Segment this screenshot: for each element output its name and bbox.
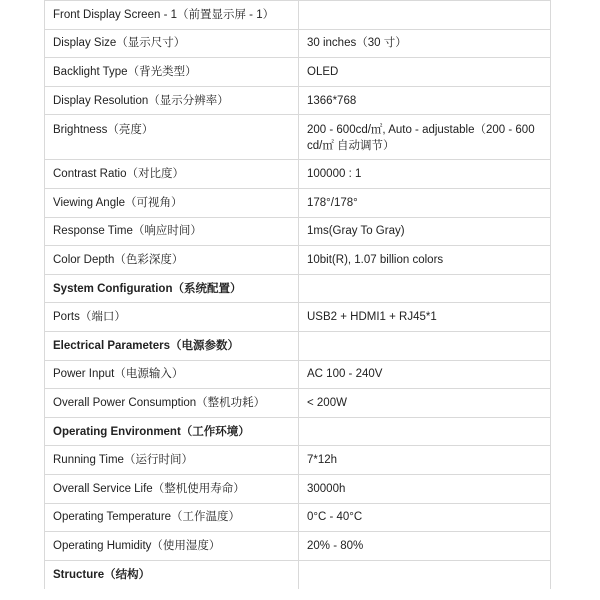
spec-value [299, 417, 551, 446]
spec-value: < 200W [299, 389, 551, 418]
spec-value: 7*12h [299, 446, 551, 475]
table-row [45, 86, 551, 115]
section-title: Structure（结构） [45, 560, 299, 589]
table-row [45, 532, 551, 561]
section-title: Electrical Parameters（电源参数） [45, 331, 299, 360]
spec-label: Overall Power Consumption（整机功耗） [45, 389, 299, 418]
spec-value: AC 100 - 240V [299, 360, 551, 389]
spec-label: Color Depth（色彩深度） [45, 246, 299, 275]
table-row [45, 58, 551, 87]
spec-value: 1366*768 [299, 86, 551, 115]
spec-label: Power Input（电源输入） [45, 360, 299, 389]
table-row [45, 115, 551, 160]
table-row [45, 217, 551, 246]
table-row [45, 446, 551, 475]
spec-value: 30 inches（30 寸） [299, 29, 551, 58]
spec-value [299, 1, 551, 30]
spec-table [44, 0, 551, 589]
spec-value: 1ms(Gray To Gray) [299, 217, 551, 246]
section-header-row [45, 560, 551, 589]
spec-value: 10bit(R), 1.07 billion colors [299, 246, 551, 275]
section-title: Operating Environment（工作环境） [45, 417, 299, 446]
section-header-row [45, 417, 551, 446]
spec-value: 100000 : 1 [299, 160, 551, 189]
spec-value: USB2 + HDMI1 + RJ45*1 [299, 303, 551, 332]
spec-label: Overall Service Life（整机使用寿命） [45, 474, 299, 503]
spec-label: Brightness（亮度） [45, 115, 299, 160]
spec-value [299, 560, 551, 589]
table-row [45, 389, 551, 418]
spec-value: OLED [299, 58, 551, 87]
spec-label: Front Display Screen - 1（前置显示屏 - 1） [45, 1, 299, 30]
spec-value: 30000h [299, 474, 551, 503]
spec-label: Operating Temperature（工作温度） [45, 503, 299, 532]
spec-value: 0°C - 40°C [299, 503, 551, 532]
section-header-row [45, 331, 551, 360]
table-row [45, 1, 551, 30]
spec-label: Response Time（响应时间） [45, 217, 299, 246]
section-title: System Configuration（系统配置） [45, 274, 299, 303]
spec-label: Running Time（运行时间） [45, 446, 299, 475]
spec-label: Viewing Angle（可视角） [45, 188, 299, 217]
spec-value: 20% - 80% [299, 532, 551, 561]
table-row [45, 474, 551, 503]
table-row [45, 160, 551, 189]
spec-value [299, 331, 551, 360]
table-row [45, 29, 551, 58]
spec-label: Backlight Type（背光类型） [45, 58, 299, 87]
spec-label: Operating Humidity（使用湿度） [45, 532, 299, 561]
table-row [45, 503, 551, 532]
table-row [45, 303, 551, 332]
spec-value: 178°/178° [299, 188, 551, 217]
table-row [45, 246, 551, 275]
spec-label: Contrast Ratio（对比度） [45, 160, 299, 189]
spec-value [299, 274, 551, 303]
section-header-row [45, 274, 551, 303]
table-row [45, 188, 551, 217]
spec-label: Ports（端口） [45, 303, 299, 332]
table-row [45, 360, 551, 389]
spec-label: Display Size（显示尺寸） [45, 29, 299, 58]
spec-value: 200 - 600cd/㎡, Auto - adjustable（200 - 600 cd/㎡ 自动调节） [299, 115, 551, 160]
spec-label: Display Resolution（显示分辨率） [45, 86, 299, 115]
